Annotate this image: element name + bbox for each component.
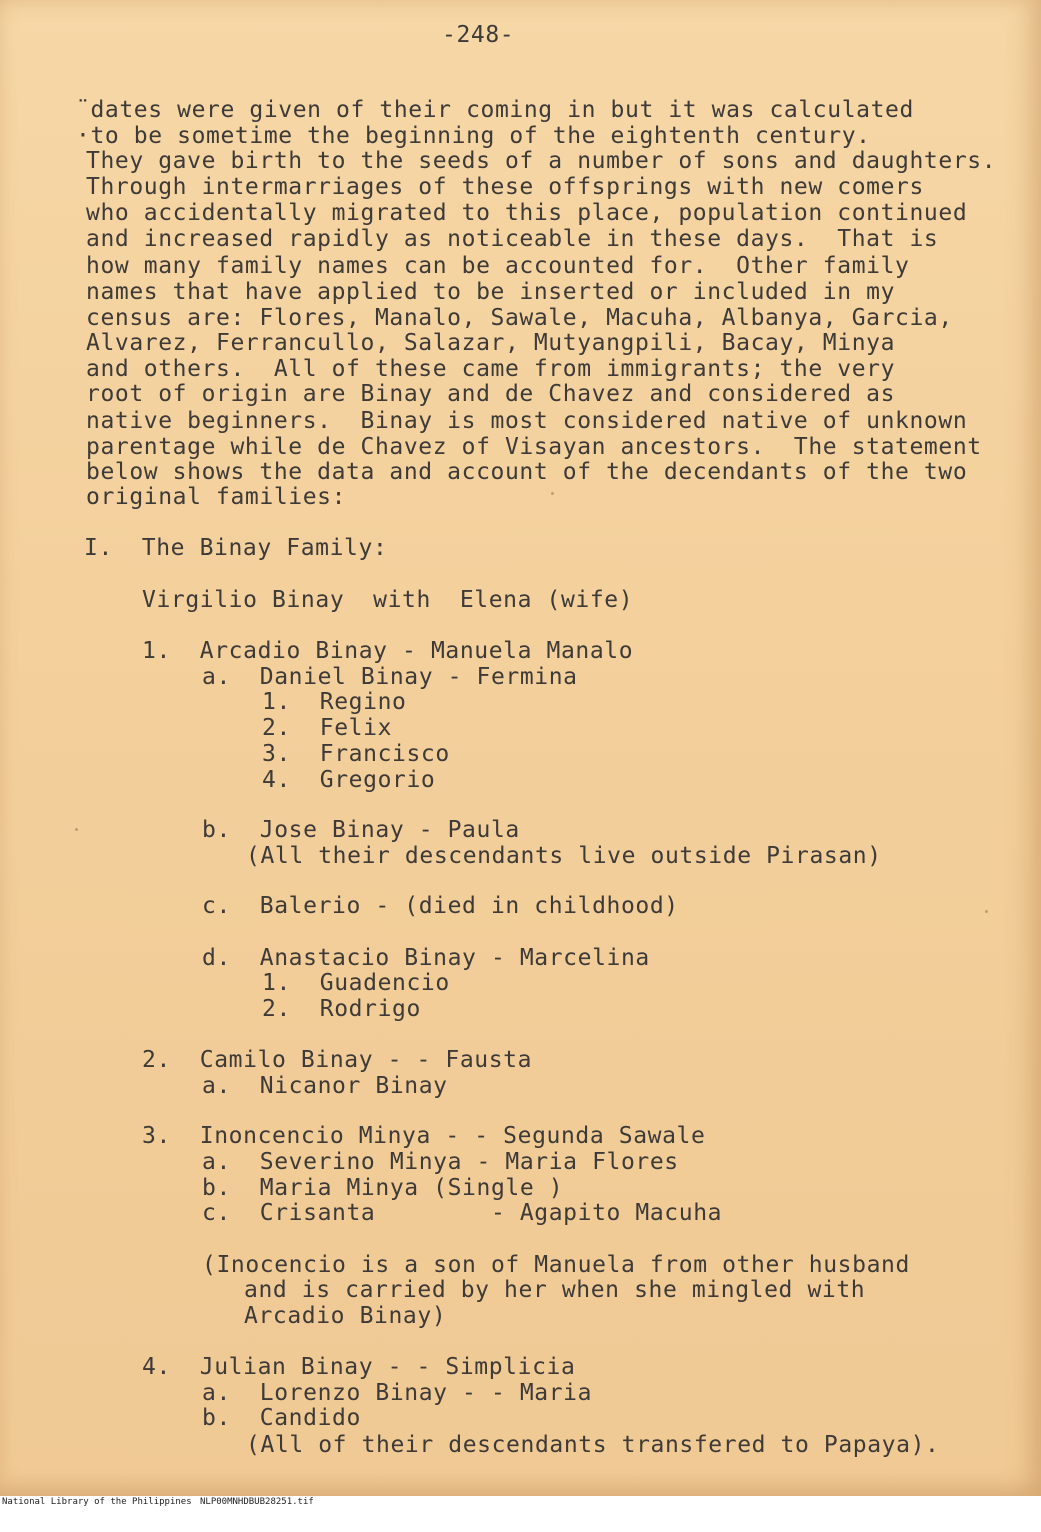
intro-line: and others. All of these came from immigrants; the very — [86, 356, 896, 382]
family-head: Virgilio Binay with Elena (wife) — [142, 587, 634, 613]
section-heading: I. The Binay Family: — [84, 535, 388, 561]
genealogy-line: 3. Inoncencio Minya - - Segunda Sawale — [142, 1123, 706, 1149]
intro-line: native beginners. Binay is most considered native of unknown — [86, 408, 968, 434]
intro-line: how many family names can be accounted for. Other family — [86, 253, 910, 279]
genealogy-line: a. Nicanor Binay — [202, 1073, 448, 1099]
footer-file-id: NLP00MNHDBUB28251.tif — [200, 1497, 314, 1507]
genealogy-line: and is carried by her when she mingled with — [244, 1277, 866, 1303]
intro-line: parentage while de Chavez of Visayan ancestors. The statement — [86, 434, 982, 460]
genealogy-line: b. Maria Minya (Single ) — [202, 1175, 564, 1201]
paper-speck — [551, 492, 554, 495]
genealogy-line: a. Daniel Binay - Fermina — [202, 664, 578, 690]
footer-library: National Library of the Philippines — [2, 1497, 192, 1507]
scan-footer — [0, 1496, 1041, 1508]
intro-line: Alvarez, Ferrancullo, Salazar, Mutyangpili, Bacay, Minya — [86, 330, 896, 356]
genealogy-line: 1. Guadencio — [262, 970, 450, 996]
intro-line: who accidentally migrated to this place, population continued — [86, 200, 968, 226]
genealogy-line: 3. Francisco — [262, 741, 450, 767]
genealogy-line: 2. Felix — [262, 715, 393, 741]
genealogy-line: c. Balerio - (died in childhood) — [202, 893, 679, 919]
intro-line: census are: Flores, Manalo, Sawale, Macuha, Albanya, Garcia, — [86, 305, 953, 331]
intro-line: Through intermarriages of these offsprings with new comers — [86, 174, 924, 200]
genealogy-line: (All of their descendants transfered to Papaya). — [246, 1432, 940, 1458]
genealogy-line: 4. Julian Binay - - Simplicia — [142, 1354, 576, 1380]
genealogy-line: Arcadio Binay) — [244, 1303, 447, 1329]
paper-speck — [985, 910, 988, 913]
intro-line: and increased rapidly as noticeable in these days. That is — [86, 226, 939, 252]
genealogy-line: 1. Arcadio Binay - Manuela Manalo — [142, 638, 634, 664]
paper-speck — [75, 828, 78, 831]
intro-line: ·to be sometime the beginning of the eightenth century. — [76, 123, 871, 149]
genealogy-line: d. Anastacio Binay - Marcelina — [202, 945, 650, 971]
intro-line: ¨dates were given of their coming in but it was calculated — [76, 97, 914, 123]
genealogy-line: a. Lorenzo Binay - - Maria — [202, 1380, 593, 1406]
intro-line: names that have applied to be inserted or included in my — [86, 279, 896, 305]
intro-line: root of origin are Binay and de Chavez and considered as — [86, 381, 896, 407]
genealogy-line: (All their descendants live outside Pirasan) — [246, 843, 882, 869]
page-number: -248- — [442, 22, 515, 48]
genealogy-line: b. Candido — [202, 1405, 361, 1431]
genealogy-line: (Inocencio is a son of Manuela from other husband — [202, 1252, 910, 1278]
intro-line: original families: — [86, 484, 347, 510]
intro-line: They gave birth to the seeds of a number of sons and daughters. — [86, 148, 997, 174]
genealogy-line: 4. Gregorio — [262, 767, 436, 793]
genealogy-line: 1. Regino — [262, 689, 407, 715]
genealogy-line: b. Jose Binay - Paula — [202, 817, 520, 843]
intro-line: below shows the data and account of the decendants of the two — [86, 459, 968, 485]
genealogy-line: c. Crisanta - Agapito Macuha — [202, 1200, 723, 1226]
genealogy-line: 2. Rodrigo — [262, 996, 421, 1022]
genealogy-line: a. Severino Minya - Maria Flores — [202, 1149, 679, 1175]
genealogy-line: 2. Camilo Binay - - Fausta — [142, 1047, 533, 1073]
